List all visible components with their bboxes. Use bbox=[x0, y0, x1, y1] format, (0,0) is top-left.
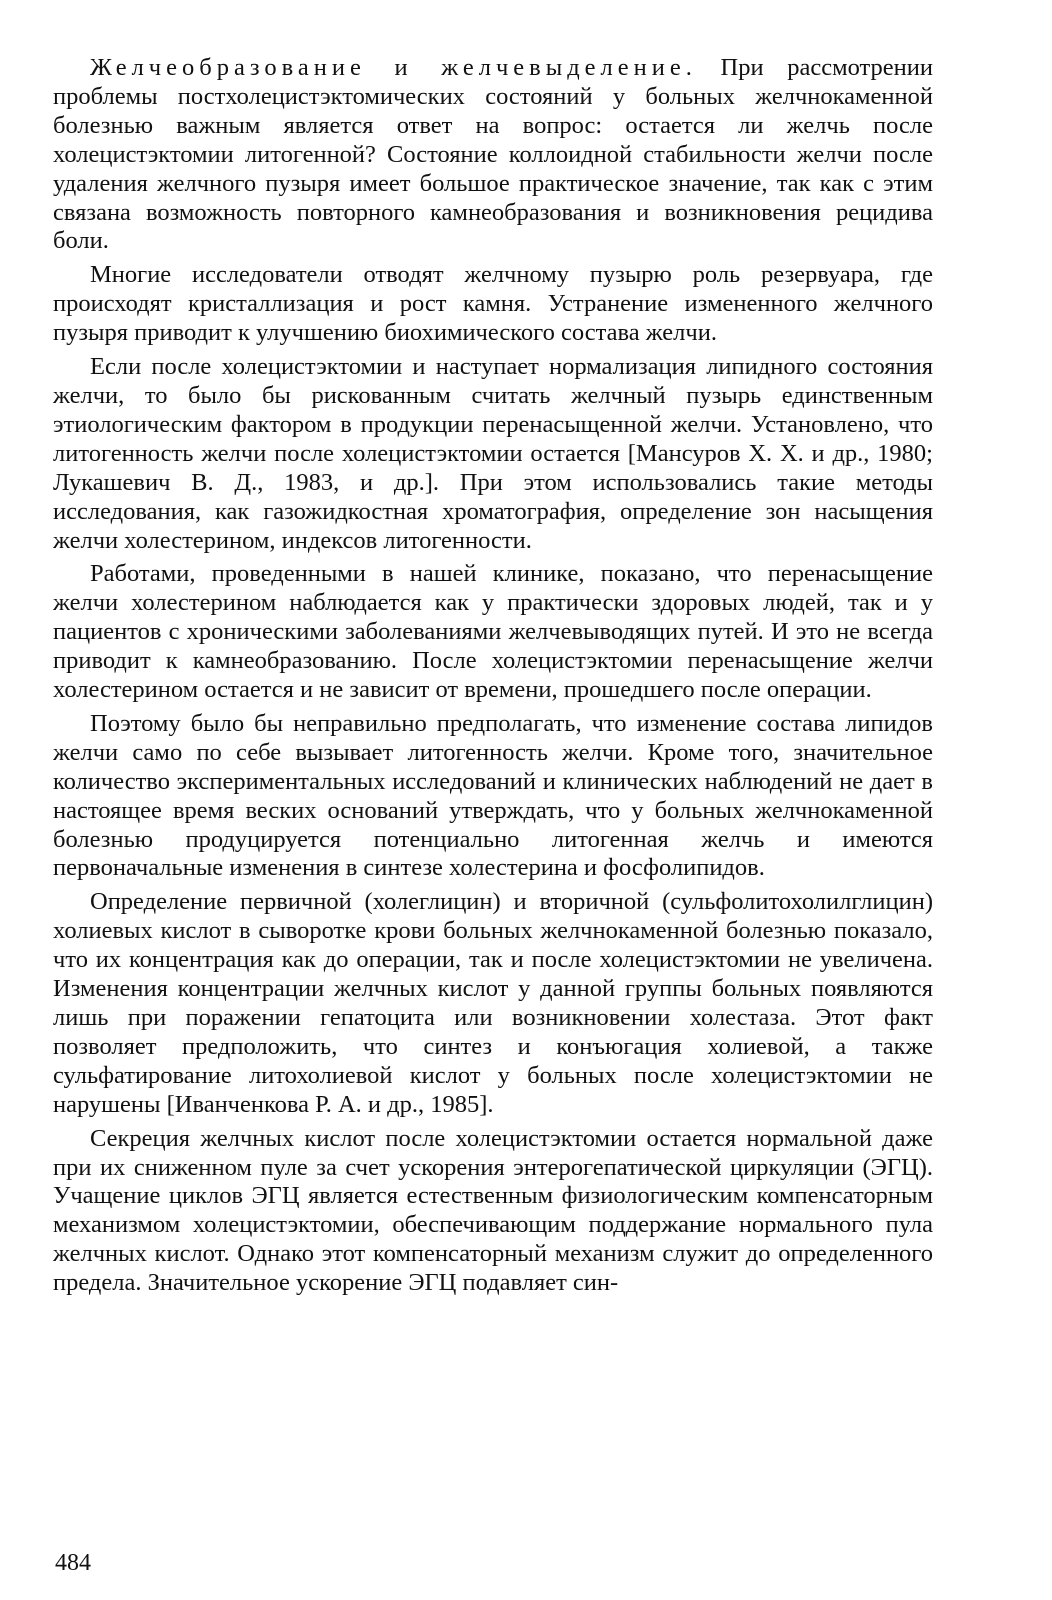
section-heading: Желчеобразование и желчевыделение. bbox=[90, 54, 697, 81]
paragraph-6: Определение первичной (холеглицин) и вторичной (сульфолитохолилглицин) холиевых кислот в сыворотке крови больных желчнокаменной болезнью показало, что их концентрация как до операции, так и после холецистэктомии не увеличена. Изменения концентрации желчных кислот у данной группы больных появляются лишь при поражении гепатоцита или возникновении холестаза. Этот факт позволяет предположить, что синтез и конъюгация холиевой, а также сульфатирование литохолиевой кислот у больных после холецистэктомии не нарушены [Иванченкова Р. А. и др., 1985]. bbox=[53, 888, 933, 1118]
paragraph-3: Если после холецистэктомии и наступает нормализация липидного состояния желчи, то было бы рискованным считать желчный пузырь единственным этиологическим фактором в продукции перенасыщенной желчи. Установлено, что литогенность желчи после холецистэктомии остается [Мансуров X. X. и др., 1980; Лукашевич В. Д., 1983, и др.]. При этом использовались такие методы исследования, как газожидкостная хроматография, определение зон насыщения желчи холестерином, индексов литогенности. bbox=[53, 353, 933, 554]
document-page bbox=[53, 54, 933, 1298]
page-number: 484 bbox=[55, 1550, 91, 1576]
paragraph-7: Секреция желчных кислот после холецистэктомии остается нормальной даже при их сниженном пуле за счет ускорения энтерогепатической циркуляции (ЭГЦ). Учащение циклов ЭГЦ является естественным физиологическим компенсаторным механизмом холецистэктомии, обеспечивающим поддержание нормального пула желчных кислот. Однако этот компенсаторный механизм служит до определенного предела. Значительное ускорение ЭГЦ подавляет син- bbox=[53, 1124, 933, 1297]
paragraph-5: Поэтому было бы неправильно предполагать, что изменение состава липидов желчи само по себе вызывает литогенность желчи. Кроме того, значительное количество экспериментальных исследований и клинических наблюдений не дает в настоящее время веских оснований утверждать, что у больных желчнокаменной болезнью продуцируется потенциально литогенная желчь и имеются первоначальные изменения в синтезе холестерина и фосфолипидов. bbox=[53, 709, 933, 882]
paragraph-4: Работами, проведенными в нашей клинике, показано, что перенасыщение желчи холестерином наблюдается как у практически здоровых людей, так и у пациентов с хроническими заболеваниями желчевыводящих путей. И это не всегда приводит к камнеобразованию. После холецистэктомии перенасыщение желчи холестерином остается и не зависит от времени, прошедшего после операции. bbox=[53, 560, 933, 704]
paragraph-2: Многие исследователи отводят желчному пузырю роль резервуара, где происходят кристаллизация и рост камня. Устранение измененного желчного пузыря приводит к улучшению биохимического состава желчи. bbox=[53, 261, 933, 347]
paragraph-1 bbox=[53, 54, 933, 256]
paragraph-1-text: При рассмотрении проблемы постхолецистэктомических состояний у больных желчнокаменной болезнью важным является ответ на вопрос: остается ли желчь после холецистэктомии литогенной? Состояние коллоидной стабильности желчи после удаления желчного пузыря имеет большое практическое значение, так как с этим связана возможность повторного камнеобразования и возникновения рецидива боли. bbox=[53, 54, 933, 255]
